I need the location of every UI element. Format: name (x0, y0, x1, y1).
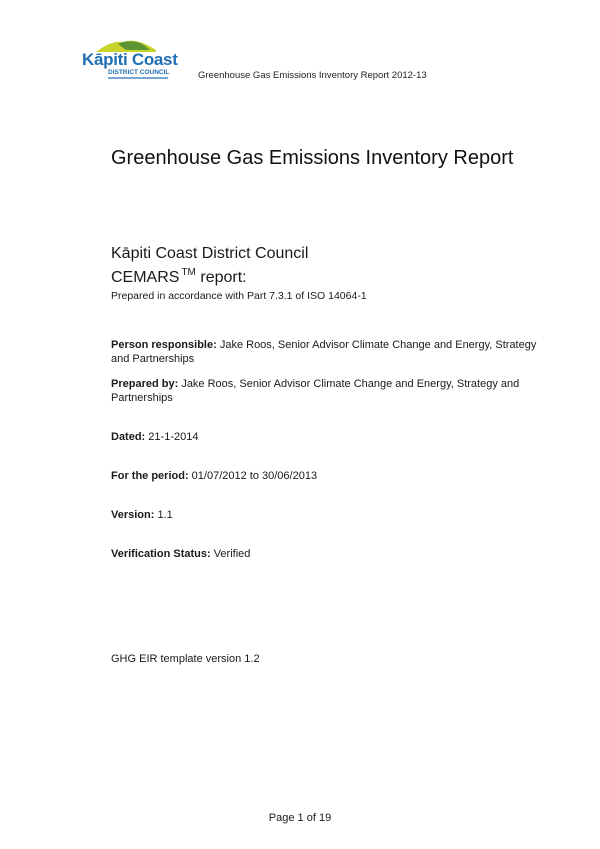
report-name (111, 263, 367, 288)
field-label: Dated: (111, 431, 146, 443)
field-prepared-by (111, 377, 551, 405)
logo-name: Kāpiti Coast (82, 50, 178, 69)
field-value: 21-1-2014 (148, 431, 199, 443)
field-person-responsible (111, 338, 551, 366)
field-version (111, 508, 551, 522)
field-dated (111, 430, 551, 444)
trademark: TM (181, 267, 196, 278)
report-label: CEMARS (111, 269, 180, 286)
field-verification-status (111, 547, 551, 561)
field-value: Verified (213, 548, 251, 560)
field-value: 01/07/2012 to 30/06/2013 (191, 470, 318, 482)
field-period (111, 469, 551, 483)
field-label: Prepared by: (111, 378, 179, 390)
field-value: 1.1 (157, 509, 173, 521)
field-label: Verification Status: (111, 548, 211, 560)
standard-note: Prepared in accordance with Part 7.3.1 of ISO 14064-1 (111, 290, 367, 302)
field-label: For the period: (111, 470, 189, 482)
template-version: GHG EIR template version 1.2 (111, 653, 260, 665)
running-header: Greenhouse Gas Emissions Inventory Report 2012-13 (198, 70, 427, 81)
logo-tagline (108, 77, 168, 79)
organisation-name: Kāpiti Coast District Council (111, 245, 309, 262)
council-logo (80, 36, 178, 82)
page-number: Page 1 of 19 (268, 812, 332, 824)
field-value: Jake Roos, Senior Advisor Climate Change and Energy, Strategy and Partnerships (111, 339, 537, 365)
report-suffix: report: (200, 269, 247, 286)
field-value: Jake Roos, Senior Advisor Climate Change and Energy, Strategy and Partnerships (111, 378, 520, 404)
logo-subtitle: DISTRICT COUNCIL (108, 69, 170, 76)
field-label: Person responsible: (111, 339, 217, 351)
document-title: Greenhouse Gas Emissions Inventory Report (111, 147, 514, 169)
organisation-block (111, 245, 367, 302)
field-label: Version: (111, 509, 155, 521)
